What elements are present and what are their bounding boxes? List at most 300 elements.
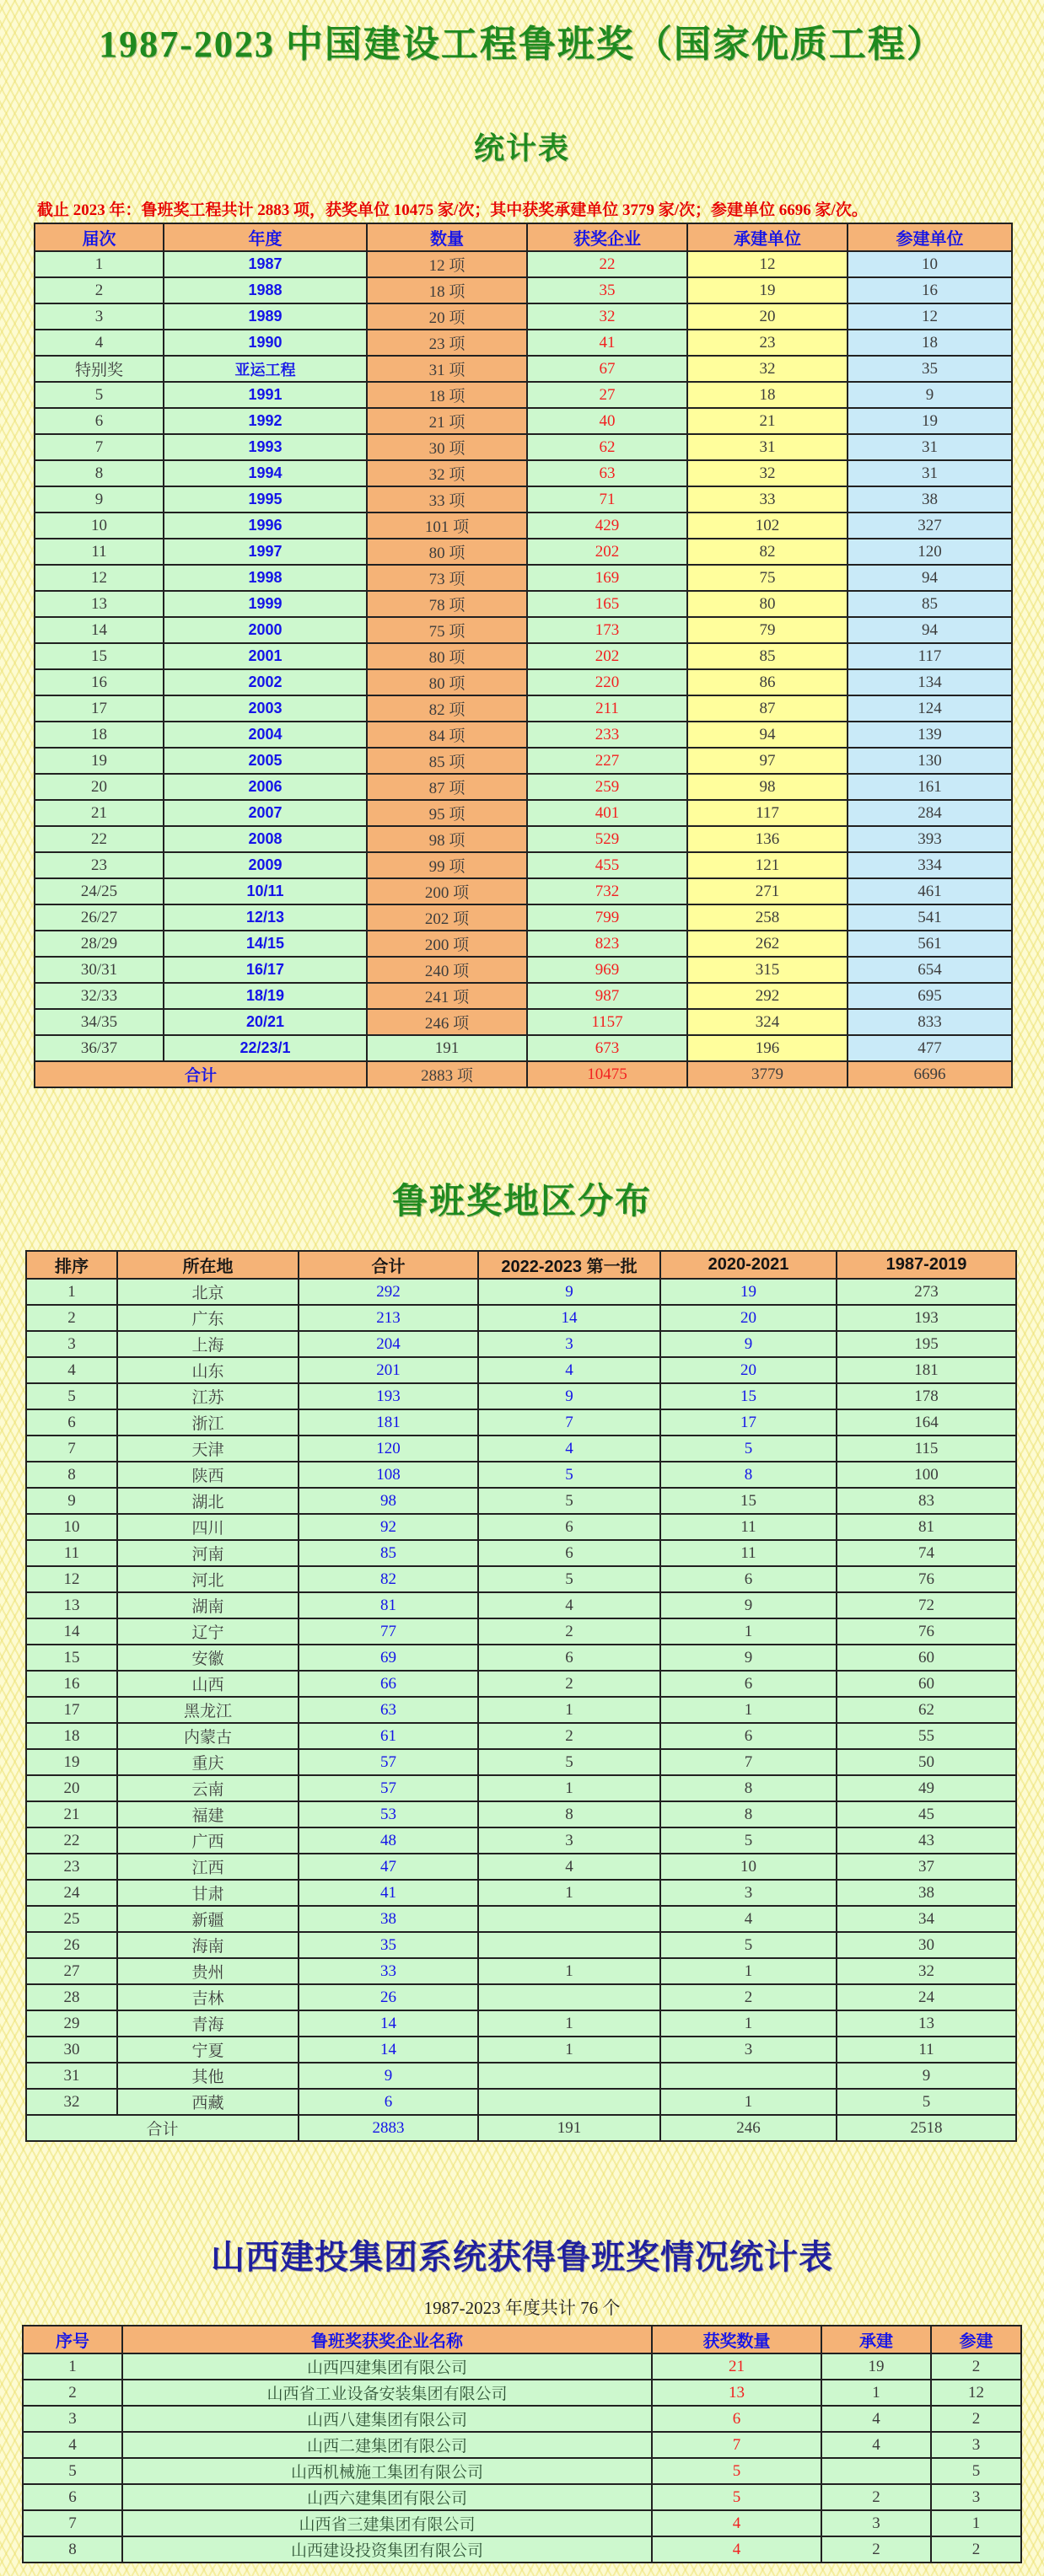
table-cell: 85 <box>299 1540 478 1566</box>
table-cell: 2002 <box>164 669 367 695</box>
table-cell: 11 <box>837 2037 1016 2063</box>
table-cell: 393 <box>848 826 1012 852</box>
table-cell: 82 <box>299 1566 478 1592</box>
table-cell: 284 <box>848 800 1012 826</box>
table-cell: 271 <box>687 878 848 904</box>
table-cell: 2 <box>660 1984 837 2010</box>
table-cell: 9 <box>848 382 1012 408</box>
table-cell: 贵州 <box>117 1958 299 1984</box>
table-cell: 甘肃 <box>117 1880 299 1906</box>
table-cell: 695 <box>848 983 1012 1009</box>
table-cell: 1 <box>660 2010 837 2037</box>
column-header: 鲁班奖获奖企业名称 <box>122 2326 652 2353</box>
table-cell: 6 <box>652 2406 821 2432</box>
table-cell: 3 <box>821 2510 931 2536</box>
table-cell: 海南 <box>117 1932 299 1958</box>
table-cell: 24/25 <box>35 878 164 904</box>
table-row <box>26 1514 1016 1540</box>
table-cell: 1 <box>660 1697 837 1723</box>
table-row <box>35 800 1012 826</box>
table-cell: 1992 <box>164 408 367 434</box>
table-cell: 2 <box>821 2484 931 2510</box>
table-row <box>26 1540 1016 1566</box>
table-cell: 193 <box>299 1383 478 1409</box>
table-cell: 233 <box>527 722 687 748</box>
shanxi-group-subtitle: 1987-2023 年度共计 76 个 <box>423 2298 621 2318</box>
table-cell: 15 <box>660 1383 837 1409</box>
total-row <box>35 1061 1012 1087</box>
table-cell: 特别奖 <box>35 356 164 382</box>
table-row <box>26 1775 1016 1801</box>
table-cell: 4 <box>660 1906 837 1932</box>
table-cell: 799 <box>527 904 687 931</box>
table-cell: 1993 <box>164 434 367 460</box>
column-header: 2020-2021 <box>660 1251 837 1279</box>
table-cell: 78 项 <box>367 591 527 617</box>
table-cell <box>478 1984 660 2010</box>
table-cell: 8 <box>660 1775 837 1801</box>
table-cell: 2004 <box>164 722 367 748</box>
table-cell: 2009 <box>164 852 367 878</box>
table-cell: 3 <box>23 2406 122 2432</box>
table-cell: 3 <box>478 1331 660 1357</box>
table-cell: 227 <box>527 748 687 774</box>
table-cell: 30 <box>837 1932 1016 1958</box>
column-header: 获奖企业 <box>527 223 687 251</box>
table-cell: 81 <box>299 1592 478 1618</box>
table-cell: 10 <box>848 251 1012 277</box>
table-cell: 14/15 <box>164 931 367 957</box>
table-cell: 41 <box>527 330 687 356</box>
table-cell: 57 <box>299 1775 478 1801</box>
table-cell: 山西四建集团有限公司 <box>122 2353 652 2380</box>
table-cell: 95 项 <box>367 800 527 826</box>
table-cell: 河北 <box>117 1566 299 1592</box>
table-cell: 87 项 <box>367 774 527 800</box>
table-cell: 101 项 <box>367 513 527 539</box>
table-cell: 29 <box>26 2010 117 2037</box>
table-cell: 9 <box>478 1279 660 1305</box>
table-cell: 429 <box>527 513 687 539</box>
table-row <box>35 695 1012 722</box>
table-cell: 6 <box>660 1566 837 1592</box>
table-cell: 67 <box>527 356 687 382</box>
table-cell: 6 <box>660 1671 837 1697</box>
table-cell: 12/13 <box>164 904 367 931</box>
table-cell: 4 <box>821 2406 931 2432</box>
table-cell: 27 <box>26 1958 117 1984</box>
table-cell: 3779 <box>687 1061 848 1087</box>
table-cell: 8 <box>660 1462 837 1488</box>
table-cell: 6 <box>23 2484 122 2510</box>
table-cell: 246 <box>660 2115 837 2141</box>
table-cell: 7 <box>23 2510 122 2536</box>
table-cell: 76 <box>837 1566 1016 1592</box>
table-cell: 38 <box>848 486 1012 513</box>
table-cell: 57 <box>299 1749 478 1775</box>
table-cell: 26 <box>299 1984 478 2010</box>
table-cell <box>821 2458 931 2484</box>
table-cell: 292 <box>687 983 848 1009</box>
table-row <box>26 1749 1016 1775</box>
header-row <box>23 2326 1021 2353</box>
table-cell: 292 <box>299 1279 478 1305</box>
table-cell: 102 <box>687 513 848 539</box>
table-cell: 77 <box>299 1618 478 1645</box>
table-cell: 16 <box>26 1671 117 1697</box>
table-cell: 22/23/1 <box>164 1035 367 1061</box>
table-cell: 92 <box>299 1514 478 1540</box>
table-cell: 47 <box>299 1854 478 1880</box>
table-cell: 26 <box>26 1932 117 1958</box>
table-cell: 100 <box>837 1462 1016 1488</box>
table-cell: 1 <box>660 2089 837 2115</box>
table-cell: 3 <box>35 303 164 330</box>
table-cell: 5 <box>26 1383 117 1409</box>
table-cell: 江苏 <box>117 1383 299 1409</box>
table-cell: 重庆 <box>117 1749 299 1775</box>
table-cell: 江西 <box>117 1854 299 1880</box>
table-cell: 1991 <box>164 382 367 408</box>
table-cell: 7 <box>35 434 164 460</box>
awards-by-year-table <box>34 223 1013 1088</box>
table-cell: 136 <box>687 826 848 852</box>
table-row <box>35 722 1012 748</box>
table-cell: 200 项 <box>367 878 527 904</box>
table-cell: 823 <box>527 931 687 957</box>
table-cell: 38 <box>299 1906 478 1932</box>
table-cell: 9 <box>660 1645 837 1671</box>
table-cell: 9 <box>26 1488 117 1514</box>
table-cell: 33 项 <box>367 486 527 513</box>
table-cell: 1 <box>478 2010 660 2037</box>
table-cell: 969 <box>527 957 687 983</box>
table-row <box>35 617 1012 643</box>
table-cell: 22 <box>26 1827 117 1854</box>
table-cell: 21 <box>687 408 848 434</box>
table-cell: 1 <box>478 1880 660 1906</box>
table-cell: 120 <box>848 539 1012 565</box>
table-cell <box>478 2063 660 2089</box>
table-row <box>26 2037 1016 2063</box>
table-cell: 98 项 <box>367 826 527 852</box>
total-row <box>26 2115 1016 2141</box>
table-cell: 浙江 <box>117 1409 299 1436</box>
table-cell: 2 <box>931 2536 1021 2563</box>
awards-by-year-header <box>35 223 1012 251</box>
table-cell: 19 <box>821 2353 931 2380</box>
table-cell: 200 项 <box>367 931 527 957</box>
table-cell: 99 项 <box>367 852 527 878</box>
table-cell: 广西 <box>117 1827 299 1854</box>
table-cell: 2883 <box>299 2115 478 2141</box>
table-cell: 732 <box>527 878 687 904</box>
table-row <box>26 2063 1016 2089</box>
table-cell: 安徽 <box>117 1645 299 1671</box>
table-cell: 10475 <box>527 1061 687 1087</box>
table-cell: 6 <box>35 408 164 434</box>
region-table-body <box>26 1279 1016 2141</box>
table-cell: 74 <box>837 1540 1016 1566</box>
table-cell: 4 <box>35 330 164 356</box>
table-cell: 8 <box>478 1801 660 1827</box>
table-cell: 28/29 <box>35 931 164 957</box>
header-row <box>35 223 1012 251</box>
table-cell: 2 <box>478 1618 660 1645</box>
table-cell: 273 <box>837 1279 1016 1305</box>
table-cell: 16/17 <box>164 957 367 983</box>
table-cell: 2 <box>478 1671 660 1697</box>
table-cell: 4 <box>478 1854 660 1880</box>
table-cell: 35 <box>527 277 687 303</box>
table-cell: 山西八建集团有限公司 <box>122 2406 652 2432</box>
table-cell: 115 <box>837 1436 1016 1462</box>
table-row <box>35 1009 1012 1035</box>
column-header: 序号 <box>23 2326 122 2353</box>
table-row <box>23 2536 1021 2563</box>
table-cell: 75 <box>687 565 848 591</box>
table-cell: 24 <box>26 1880 117 1906</box>
table-cell: 213 <box>299 1305 478 1331</box>
table-cell: 6 <box>660 1723 837 1749</box>
table-cell: 11 <box>660 1540 837 1566</box>
table-cell: 202 <box>527 643 687 669</box>
table-cell: 30/31 <box>35 957 164 983</box>
table-cell: 1 <box>478 2037 660 2063</box>
table-cell: 1 <box>26 1279 117 1305</box>
table-cell: 4 <box>478 1436 660 1462</box>
table-cell: 湖北 <box>117 1488 299 1514</box>
table-cell: 23 <box>26 1854 117 1880</box>
table-cell: 315 <box>687 957 848 983</box>
table-cell: 24 <box>837 1984 1016 2010</box>
table-cell: 12 <box>848 303 1012 330</box>
table-cell: 53 <box>299 1801 478 1827</box>
table-row <box>35 957 1012 983</box>
table-cell: 5 <box>478 1566 660 1592</box>
table-cell: 2 <box>23 2380 122 2406</box>
table-cell: 2000 <box>164 617 367 643</box>
table-cell: 62 <box>527 434 687 460</box>
table-cell: 山西建设投资集团有限公司 <box>122 2536 652 2563</box>
table-cell: 1987 <box>164 251 367 277</box>
table-cell: 324 <box>687 1009 848 1035</box>
sub-title: 统计表 <box>473 131 570 165</box>
table-cell: 202 项 <box>367 904 527 931</box>
table-cell: 97 <box>687 748 848 774</box>
table-cell: 山西省三建集团有限公司 <box>122 2510 652 2536</box>
table-cell: 117 <box>848 643 1012 669</box>
table-row <box>26 1854 1016 1880</box>
table-cell: 亚运工程 <box>164 356 367 382</box>
table-cell: 195 <box>837 1331 1016 1357</box>
column-header: 数量 <box>367 223 527 251</box>
table-cell: 1997 <box>164 539 367 565</box>
table-cell: 1 <box>660 1958 837 1984</box>
table-row <box>26 1880 1016 1906</box>
table-cell: 2 <box>478 1723 660 1749</box>
table-cell: 79 <box>687 617 848 643</box>
table-cell: 4 <box>478 1357 660 1383</box>
shanxi-table-body <box>23 2353 1021 2563</box>
table-cell: 258 <box>687 904 848 931</box>
table-row <box>26 1932 1016 1958</box>
table-cell: 山西省工业设备安装集团有限公司 <box>122 2380 652 2406</box>
table-row <box>26 1723 1016 1749</box>
table-cell: 3 <box>478 1827 660 1854</box>
table-cell: 5 <box>660 1827 837 1854</box>
table-cell: 86 <box>687 669 848 695</box>
table-row <box>23 2380 1021 2406</box>
table-cell: 5 <box>660 1436 837 1462</box>
table-row <box>26 1462 1016 1488</box>
table-cell: 广东 <box>117 1305 299 1331</box>
table-cell: 1 <box>931 2510 1021 2536</box>
table-cell: 湖南 <box>117 1592 299 1618</box>
table-cell: 2003 <box>164 695 367 722</box>
table-cell: 6 <box>299 2089 478 2115</box>
table-cell: 17 <box>660 1409 837 1436</box>
table-cell: 2005 <box>164 748 367 774</box>
table-cell: 164 <box>837 1409 1016 1436</box>
table-cell: 30 <box>26 2037 117 2063</box>
table-row <box>35 565 1012 591</box>
table-row <box>26 1827 1016 1854</box>
table-cell: 3 <box>660 1880 837 1906</box>
table-cell: 17 <box>26 1697 117 1723</box>
table-cell: 477 <box>848 1035 1012 1061</box>
table-row <box>26 2010 1016 2037</box>
table-cell: 15 <box>35 643 164 669</box>
total-label: 合计 <box>26 2115 299 2141</box>
table-cell: 139 <box>848 722 1012 748</box>
table-cell: 80 项 <box>367 643 527 669</box>
table-cell: 98 <box>299 1488 478 1514</box>
table-row <box>26 1566 1016 1592</box>
table-cell: 117 <box>687 800 848 826</box>
table-cell: 14 <box>299 2010 478 2037</box>
table-row <box>26 1801 1016 1827</box>
table-cell: 461 <box>848 878 1012 904</box>
table-cell: 6 <box>26 1409 117 1436</box>
table-cell: 81 <box>837 1514 1016 1540</box>
table-cell: 4 <box>652 2536 821 2563</box>
table-row <box>23 2406 1021 2432</box>
table-cell: 15 <box>660 1488 837 1514</box>
table-cell: 18 <box>687 382 848 408</box>
column-header: 2022-2023 第一批 <box>478 1251 660 1279</box>
table-cell: 35 <box>299 1932 478 1958</box>
table-row <box>26 1697 1016 1723</box>
table-cell: 1996 <box>164 513 367 539</box>
table-row <box>26 1305 1016 1331</box>
table-cell: 5 <box>652 2458 821 2484</box>
table-row <box>35 748 1012 774</box>
table-cell: 1 <box>478 1775 660 1801</box>
table-cell: 63 <box>527 460 687 486</box>
table-cell: 191 <box>367 1035 527 1061</box>
table-cell: 25 <box>26 1906 117 1932</box>
table-cell: 76 <box>837 1618 1016 1645</box>
table-cell: 23 <box>35 852 164 878</box>
table-cell: 334 <box>848 852 1012 878</box>
table-cell: 10 <box>660 1854 837 1880</box>
table-cell: 山西六建集团有限公司 <box>122 2484 652 2510</box>
table-cell: 196 <box>687 1035 848 1061</box>
table-cell: 其他 <box>117 2063 299 2089</box>
region-table-header <box>26 1251 1016 1279</box>
table-row <box>35 356 1012 382</box>
header-row <box>26 1251 1016 1279</box>
table-cell: 32 <box>26 2089 117 2115</box>
table-cell: 18/19 <box>164 983 367 1009</box>
table-cell: 34 <box>837 1906 1016 1932</box>
table-cell: 69 <box>299 1645 478 1671</box>
table-cell: 1998 <box>164 565 367 591</box>
table-cell: 9 <box>478 1383 660 1409</box>
table-cell: 7 <box>478 1409 660 1436</box>
table-row <box>35 931 1012 957</box>
table-cell: 211 <box>527 695 687 722</box>
table-cell: 13 <box>35 591 164 617</box>
table-cell: 5 <box>478 1488 660 1514</box>
table-cell: 3 <box>931 2432 1021 2458</box>
table-cell: 10/11 <box>164 878 367 904</box>
table-row <box>35 643 1012 669</box>
table-cell: 94 <box>687 722 848 748</box>
table-cell: 4 <box>478 1592 660 1618</box>
table-cell: 262 <box>687 931 848 957</box>
table-cell: 19 <box>687 277 848 303</box>
table-row <box>26 2089 1016 2115</box>
table-cell: 401 <box>527 800 687 826</box>
table-cell: 48 <box>299 1827 478 1854</box>
table-cell: 11 <box>660 1514 837 1540</box>
table-cell: 15 <box>26 1645 117 1671</box>
main-title: 1987-2023 中国建设工程鲁班奖（国家优质工程） <box>99 24 945 65</box>
table-cell: 108 <box>299 1462 478 1488</box>
table-cell: 32 <box>687 460 848 486</box>
table-cell: 49 <box>837 1775 1016 1801</box>
table-cell: 94 <box>848 617 1012 643</box>
table-row <box>23 2353 1021 2380</box>
table-cell <box>660 2063 837 2089</box>
table-cell: 8 <box>660 1801 837 1827</box>
table-cell: 20 <box>26 1775 117 1801</box>
table-cell: 55 <box>837 1723 1016 1749</box>
table-cell: 43 <box>837 1827 1016 1854</box>
table-cell: 60 <box>837 1645 1016 1671</box>
table-row <box>35 513 1012 539</box>
table-row <box>35 330 1012 356</box>
table-cell: 山西 <box>117 1671 299 1697</box>
table-cell: 37 <box>837 1854 1016 1880</box>
table-cell: 31 <box>687 434 848 460</box>
table-cell: 32 <box>527 303 687 330</box>
table-cell: 40 <box>527 408 687 434</box>
table-cell: 2006 <box>164 774 367 800</box>
table-cell: 161 <box>848 774 1012 800</box>
table-cell: 2 <box>931 2406 1021 2432</box>
table-cell: 1990 <box>164 330 367 356</box>
column-header: 获奖数量 <box>652 2326 821 2353</box>
table-row <box>35 539 1012 565</box>
table-cell: 23 <box>687 330 848 356</box>
table-cell: 38 <box>837 1880 1016 1906</box>
table-cell: 32 <box>687 356 848 382</box>
table-cell: 87 <box>687 695 848 722</box>
table-cell: 455 <box>527 852 687 878</box>
